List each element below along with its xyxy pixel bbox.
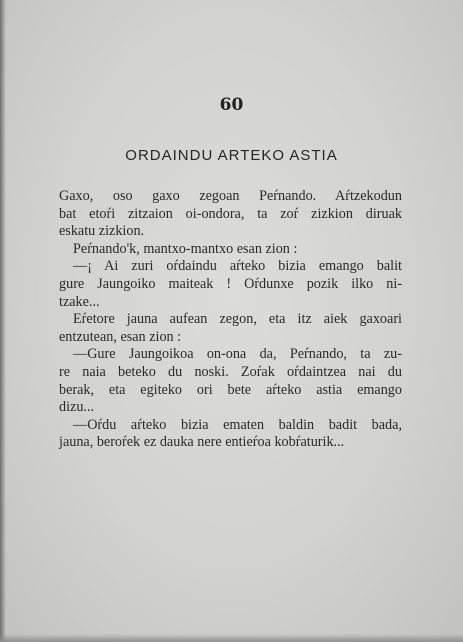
text-line: berak, eta egiteko ori bete aŕteko astia emango	[59, 381, 402, 398]
text-line: eskatu zizkion.	[59, 223, 145, 240]
text-line: dizu...	[59, 399, 95, 416]
text-line: re naia beteko du noski. Zoŕak oŕdaintzea nai du	[59, 363, 402, 380]
text-line: jauna, beroŕek ez dauka nere entieŕoa kobŕaturik...	[59, 434, 345, 451]
page-bottom-edge-shadow	[0, 634, 463, 642]
text-line: Gaxo, oso gaxo zegoan Peŕnando. Aŕtzekodun	[59, 188, 402, 204]
paragraph	[59, 311, 402, 346]
text-line: Eŕetore jauna aufean zegon, eta itz aiek gaxoari	[73, 311, 402, 328]
body-text	[59, 188, 402, 452]
text-line: Peŕnando'k, mantxo-mantxo esan zion :	[73, 240, 298, 257]
paragraph	[59, 346, 402, 416]
text-line: —¡ Ai zuri oŕdaindu aŕteko bizia emango balit	[73, 258, 402, 275]
text-line: tzake...	[59, 293, 100, 310]
paragraph	[59, 258, 402, 311]
page-number: 60	[219, 95, 244, 115]
paragraph	[59, 188, 402, 241]
text-line: entzutean, esan zion :	[59, 328, 182, 345]
paragraph	[59, 417, 402, 452]
text-line: —Gure Jaungoikoa on-ona da, Peŕnando, ta zu-	[73, 346, 402, 363]
text-line: bat etoŕi zitzaion oi-ondora, ta zoŕ zizkion diruak	[59, 205, 402, 222]
chapter-title: ORDAINDU ARTEKO ASTIA	[125, 147, 338, 164]
text-line: —Oŕdu aŕteko bizia ematen baldin badit bada,	[73, 416, 402, 433]
text-line: gure Jaungoiko maiteak ! Oŕdunxe pozik ilko ni-	[59, 275, 402, 292]
paragraph	[59, 241, 402, 259]
